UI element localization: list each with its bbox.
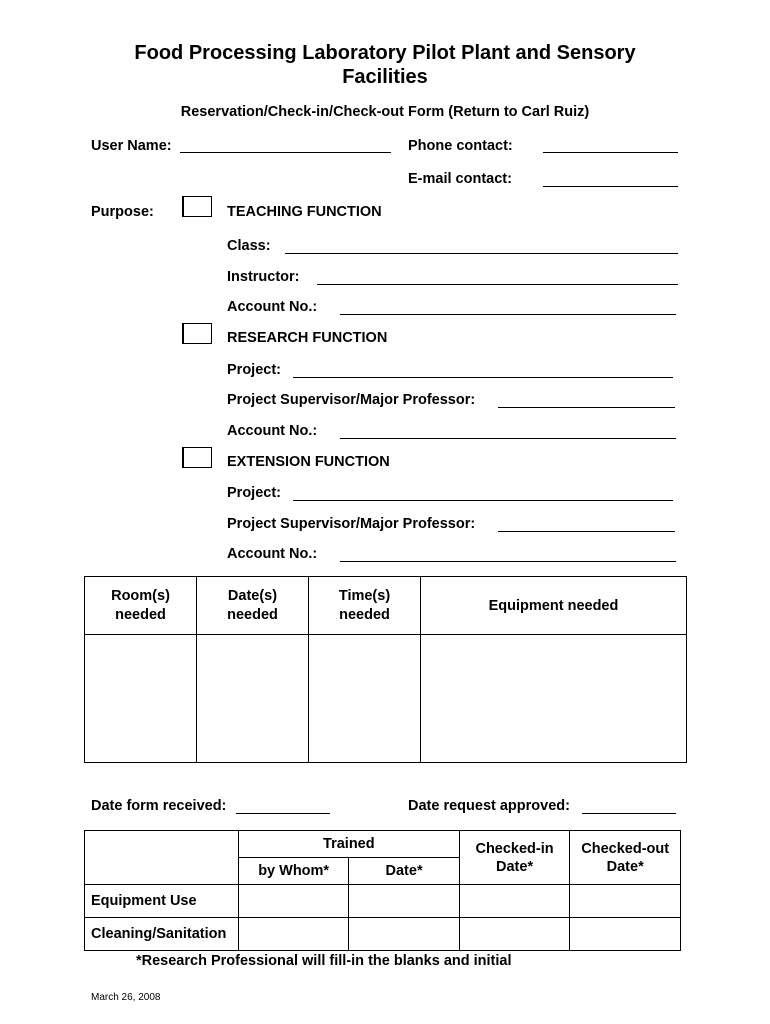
training-corner-cell bbox=[85, 831, 239, 885]
email-field[interactable] bbox=[543, 186, 678, 187]
trained-header: Trained bbox=[238, 831, 459, 858]
form-title-line-2: Facilities bbox=[342, 66, 428, 88]
cleaning-by-whom-cell[interactable] bbox=[238, 918, 348, 951]
dates-cell[interactable] bbox=[197, 635, 309, 763]
user-name-label: User Name: bbox=[91, 138, 172, 154]
equipment-header: Equipment needed bbox=[421, 577, 687, 635]
reservation-table bbox=[84, 576, 687, 763]
extension-checkbox[interactable] bbox=[182, 447, 212, 468]
teaching-account-field[interactable] bbox=[340, 314, 676, 315]
times-header-line-1: Time(s) bbox=[338, 588, 391, 604]
equipment-checked-in-cell[interactable] bbox=[459, 885, 570, 918]
rooms-header-line-1: Room(s) bbox=[111, 588, 170, 604]
class-label: Class: bbox=[227, 238, 271, 254]
teaching-checkbox[interactable] bbox=[182, 196, 212, 217]
extension-supervisor-label: Project Supervisor/Major Professor: bbox=[227, 516, 476, 532]
user-name-field[interactable] bbox=[180, 152, 391, 153]
extension-project-field[interactable] bbox=[293, 500, 673, 501]
research-checkbox[interactable] bbox=[182, 323, 212, 344]
date-received-field[interactable] bbox=[236, 813, 330, 814]
cleaning-checked-out-cell[interactable] bbox=[570, 918, 681, 951]
research-account-label: Account No.: bbox=[227, 423, 318, 439]
equipment-trained-date-cell[interactable] bbox=[349, 885, 459, 918]
class-field[interactable] bbox=[285, 253, 678, 254]
research-project-field[interactable] bbox=[293, 377, 673, 378]
extension-project-label: Project: bbox=[227, 485, 281, 501]
teaching-account-label: Account No.: bbox=[227, 299, 318, 315]
research-supervisor-field[interactable] bbox=[498, 407, 675, 408]
equipment-use-row bbox=[85, 885, 681, 918]
date-approved-field[interactable] bbox=[582, 813, 676, 814]
date-received-label: Date form received: bbox=[91, 798, 227, 814]
extension-account-field[interactable] bbox=[340, 561, 676, 562]
research-supervisor-label: Project Supervisor/Major Professor: bbox=[227, 392, 476, 408]
checked-out-header-line-2: Date* bbox=[606, 858, 644, 875]
dates-header-line-1: Date(s) bbox=[227, 588, 278, 604]
teaching-heading: TEACHING FUNCTION bbox=[227, 204, 382, 220]
instructor-field[interactable] bbox=[317, 284, 678, 285]
training-table bbox=[84, 830, 681, 951]
training-header-row-1 bbox=[85, 831, 681, 858]
research-account-field[interactable] bbox=[340, 438, 676, 439]
times-header-line-2: needed bbox=[339, 607, 390, 623]
reservation-entry-row bbox=[85, 635, 687, 763]
equipment-cell[interactable] bbox=[421, 635, 687, 763]
research-professional-note: *Research Professional will fill-in the blanks and initial bbox=[136, 953, 512, 969]
extension-supervisor-field[interactable] bbox=[498, 531, 675, 532]
checked-in-header bbox=[459, 831, 570, 885]
equipment-checked-out-cell[interactable] bbox=[570, 885, 681, 918]
extension-heading: EXTENSION FUNCTION bbox=[227, 454, 390, 470]
equipment-by-whom-cell[interactable] bbox=[238, 885, 348, 918]
rooms-header bbox=[85, 577, 197, 635]
cleaning-checked-in-cell[interactable] bbox=[459, 918, 570, 951]
form-title-line-1: Food Processing Laboratory Pilot Plant and Sensory bbox=[134, 42, 636, 64]
dates-header bbox=[197, 577, 309, 635]
times-header bbox=[309, 577, 421, 635]
times-cell[interactable] bbox=[309, 635, 421, 763]
extension-account-label: Account No.: bbox=[227, 546, 318, 562]
email-label: E-mail contact: bbox=[408, 171, 512, 187]
checked-in-header-line-2: Date* bbox=[496, 858, 534, 875]
research-heading: RESEARCH FUNCTION bbox=[227, 330, 388, 346]
rooms-header-line-2: needed bbox=[115, 607, 166, 623]
dates-header-line-2: needed bbox=[227, 607, 278, 623]
checked-out-header bbox=[570, 831, 681, 885]
phone-label: Phone contact: bbox=[408, 138, 513, 154]
form-subtitle: Reservation/Check-in/Check-out Form (Return to Carl Ruiz) bbox=[180, 104, 590, 120]
checked-in-header-line-1: Checked-in bbox=[475, 840, 554, 857]
date-approved-label: Date request approved: bbox=[408, 798, 570, 814]
checked-out-header-line-1: Checked-out bbox=[581, 840, 670, 857]
phone-field[interactable] bbox=[543, 152, 678, 153]
equipment-use-label: Equipment Use bbox=[85, 885, 239, 918]
trained-date-header: Date* bbox=[349, 858, 459, 885]
rooms-cell[interactable] bbox=[85, 635, 197, 763]
cleaning-label: Cleaning/Sanitation bbox=[85, 918, 239, 951]
reservation-header-row bbox=[85, 577, 687, 635]
purpose-label: Purpose: bbox=[91, 204, 154, 220]
cleaning-trained-date-cell[interactable] bbox=[349, 918, 459, 951]
research-project-label: Project: bbox=[227, 362, 281, 378]
instructor-label: Instructor: bbox=[227, 269, 300, 285]
cleaning-row bbox=[85, 918, 681, 951]
footer-date: March 26, 2008 bbox=[91, 992, 161, 1003]
by-whom-header: by Whom* bbox=[238, 858, 348, 885]
